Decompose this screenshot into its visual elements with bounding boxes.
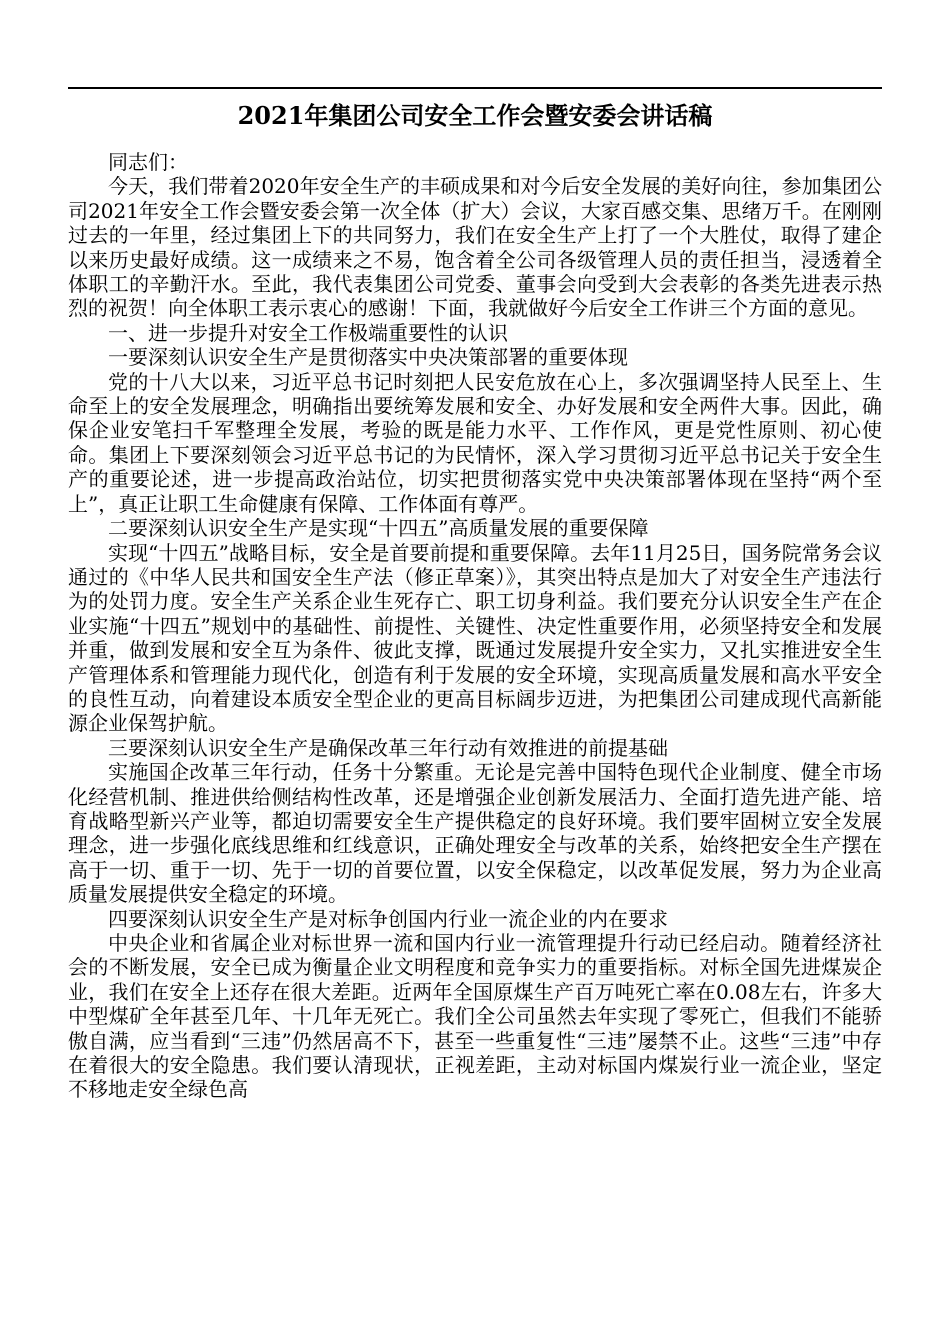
paragraph-2: 实现“十四五”战略目标，安全是首要前提和重要保障。去年11月25日，国务院常务会议通过的《中华人民共和国安全生产法（修正草案）》，其突出特点是加大了对安全生产违法行为的处罚力度。安全生产关系企业生死存亡、职工切身利益。我们要充分认识安全生产在企业实施“十四五”规划中的基础性、前提性、关键性、决定性重要作用，必须坚持安全和发展并重，做到发展和安全互为条件、彼此支撑，既通过发展提升安全实力，又扎实推进安全生产管理体系和管理能力现代化，创造有利于发展的安全环境，实现高质量发展和高水平安全的良性互动，向着建设本质安全型企业的更高目标阔步迈进，为把集团公司建成现代高新能源企业保驾护航。 (68, 540, 882, 736)
document-body (68, 150, 882, 1102)
document-title: 2021年集团公司安全工作会暨安委会讲话稿 (237, 101, 713, 130)
paragraph-3: 实施国企改革三年行动，任务十分繁重。无论是完善中国特色现代企业制度、健全市场化经营机制、推进供给侧结构性改革，还是增强企业创新发展活力、全面打造先进产能、培育战略型新兴产业等，都迫切需要安全生产提供稳定的良好环境。我们要牢固树立安全发展理念，进一步强化底线思维和红线意识，正确处理安全与改革的关系，始终把安全生产摆在高于一切、重于一切、先于一切的首要位置，以安全保稳定，以改革促发展，努力为企业高质量发展提供安全稳定的环境。 (68, 760, 882, 907)
salutation: 同志们： (108, 150, 188, 174)
subheading-1: 一要深刻认识安全生产是贯彻落实中央决策部署的重要体现 (108, 345, 628, 370)
paragraph-1: 党的十八大以来，习近平总书记时刻把人民安危放在心上，多次强调坚持人民至上、生命至上的安全发展理念，明确指出要统筹发展和安全、办好发展和安全两件大事。因此，确保企业安笔扫千军整理全发展，考验的既是能力水平、工作作风，更是党性原则、初心使命。集团上下要深刻领会习近平总书记的为民情怀，深入学习贯彻习近平总书记关于安全生产的重要论述，进一步提高政治站位，切实把贯彻落实党中央决策部署体现在坚持“两个至上”，真正让职工生命健康有保障、工作体面有尊严。 (68, 369, 882, 516)
subheading-2: 二要深刻认识安全生产是实现“十四五”高质量发展的重要保障 (108, 516, 649, 541)
header-rule (68, 87, 882, 89)
subheading-4: 四要深刻认识安全生产是对标争创国内行业一流企业的内在要求 (108, 906, 668, 931)
paragraph-4: 中央企业和省属企业对标世界一流和国内行业一流管理提升行动已经启动。随着经济社会的不断发展，安全已成为衡量企业文明程度和竞争实力的重要指标。对标全国先进煤炭企业，我们在安全上还存在很大差距。近两年全国原煤生产百万吨死亡率在0.08左右，许多大中型煤矿全年甚至几年、十几年无死亡。我们全公司虽然去年实现了零死亡，但我们不能骄傲自满，应当看到“三违”仍然居高不下，甚至一些重复性“三违”屡禁不止。这些“三违”中存在着很大的安全隐患。我们要认清现状，正视差距，主动对标国内煤炭行业一流企业，坚定不移地走安全绿色高 (68, 931, 882, 1102)
paragraph-opening: 今天，我们带着2020年安全生产的丰硕成果和对今后安全发展的美好向往，参加集团公司2021年安全工作会暨安委会第一次全体（扩大）会议，大家百感交集、思绪万千。在刚刚过去的一年里，经过集团上下的共同努力，我们在安全生产上打了一个大胜仗，取得了建企以来历史最好成绩。这一成绩来之不易，饱含着全公司各级管理人员的责任担当，浸透着全体职工的辛勤汗水。至此，我代表集团公司党委、董事会向受到大会表彰的各类先进表示热烈的祝贺！向全体职工表示衷心的感谢！下面，我就做好今后安全工作讲三个方面的意见。 (68, 174, 882, 321)
section-heading-1: 一、进一步提升对安全工作极端重要性的认识 (108, 320, 508, 345)
subheading-3: 三要深刻认识安全生产是确保改革三年行动有效推进的前提基础 (108, 735, 668, 760)
